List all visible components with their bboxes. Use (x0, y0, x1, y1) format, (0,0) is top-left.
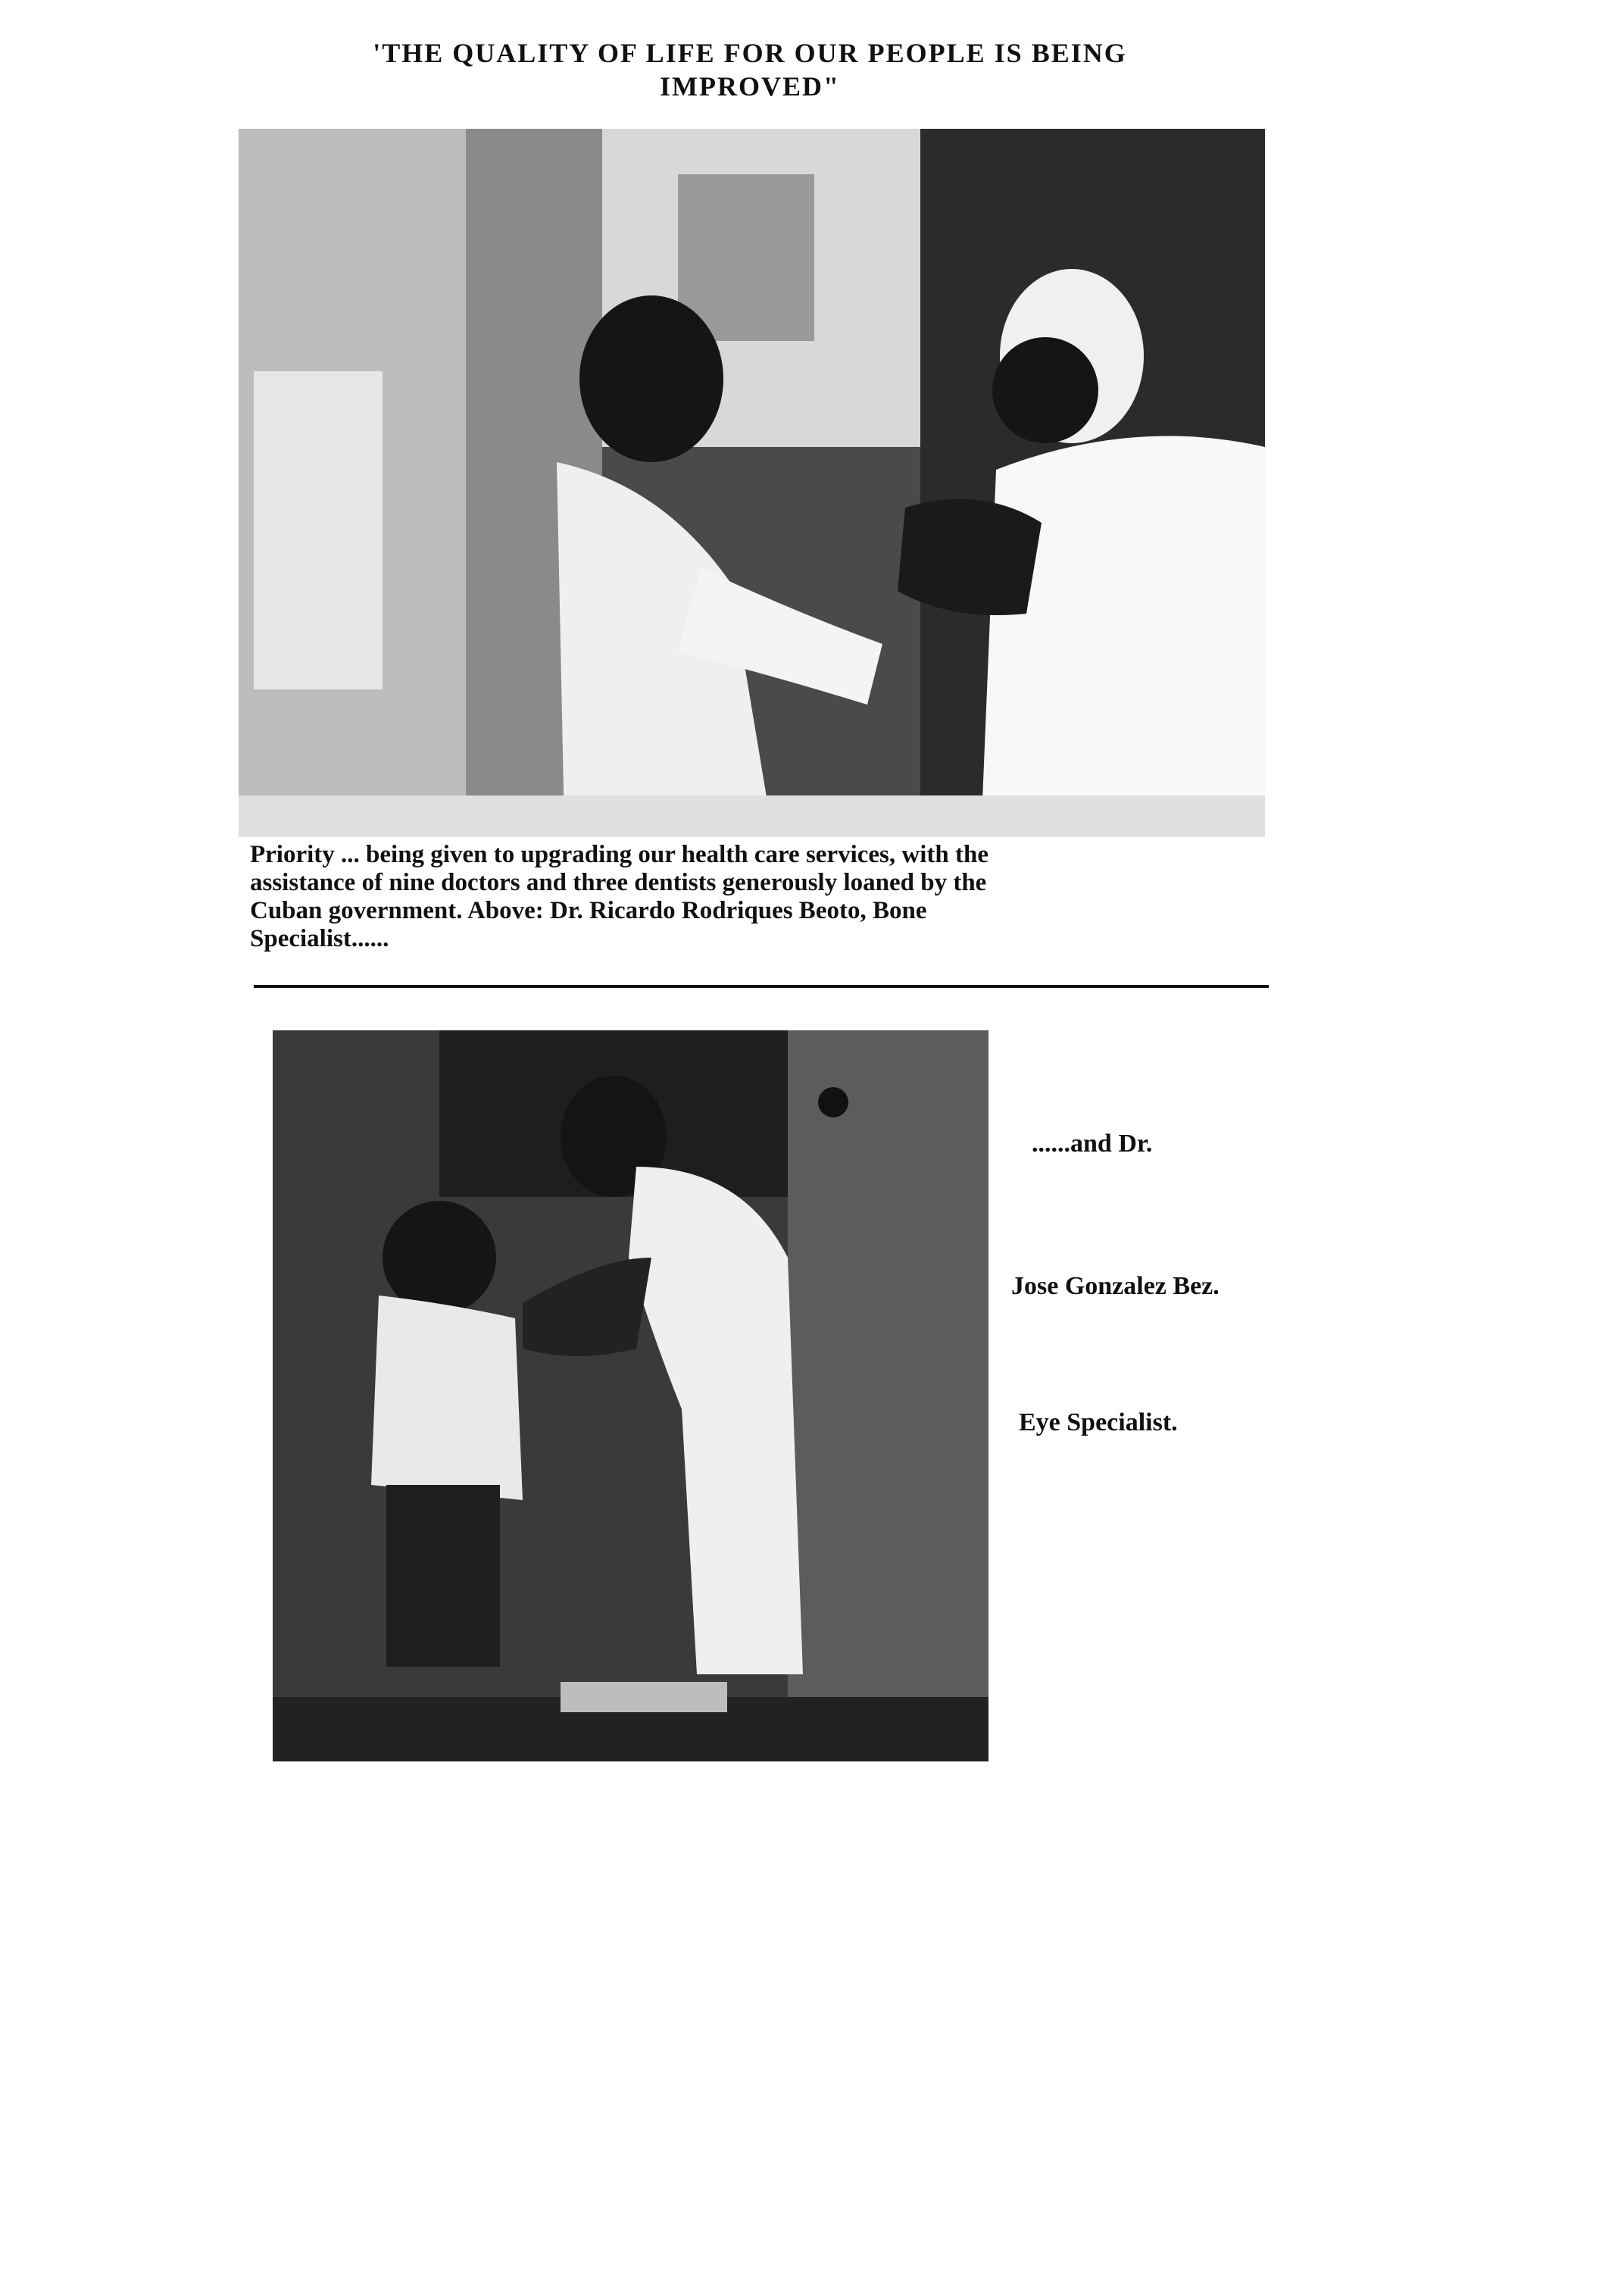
caption-top-line-3: Cuban government. Above: Dr. Ricardo Rodriques Beoto, Bone (250, 897, 927, 924)
caption-top-line-2: assistance of nine doctors and three dentists generously loaned by the (250, 869, 987, 896)
photo-eye-specialist (273, 1030, 988, 1761)
caption-top-line-4: Specialist...... (250, 925, 389, 952)
photo-eye-specialist-image (273, 1030, 988, 1761)
photo-bone-specialist (239, 129, 1265, 837)
side-caption-line-1: ......and Dr. (1032, 1130, 1153, 1158)
headline (258, 36, 1242, 103)
caption-top-line-1: Priority ... being given to upgrading our health care services, with the (250, 841, 988, 868)
headline-line-2: IMPROVED" (660, 71, 840, 102)
side-caption-line-2: Jose Gonzalez Bez. (1011, 1272, 1220, 1300)
section-divider (254, 985, 1269, 988)
side-caption-line-3: Eye Specialist. (1019, 1408, 1178, 1436)
headline-line-1: 'THE QUALITY OF LIFE FOR OUR PEOPLE IS BEING (373, 38, 1127, 68)
caption-top (250, 841, 1265, 953)
photo-bone-specialist-image (239, 129, 1265, 837)
